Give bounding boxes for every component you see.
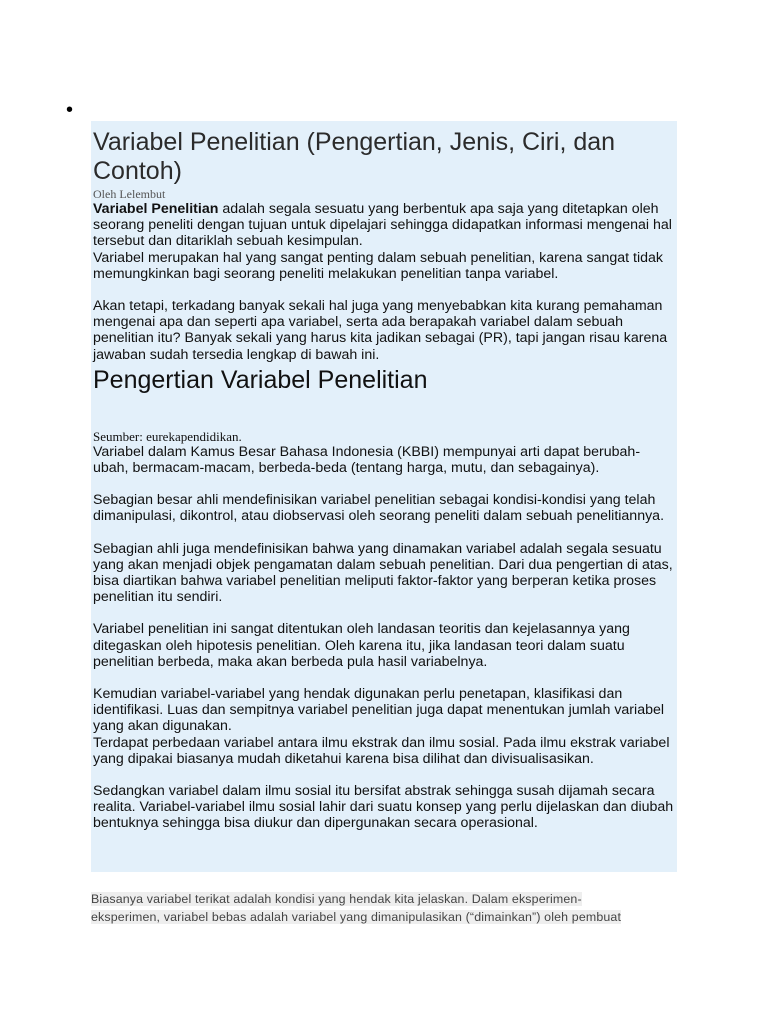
footer-excerpt — [91, 890, 681, 926]
section-heading: Pengertian Variabel Penelitian — [93, 365, 428, 394]
image-source-caption: Seumber: eurekapendidikan. — [93, 428, 242, 444]
footer-line-2: eksperimen, variabel bebas adalah variabel yang dimanipulasikan (“dimainkan”) oleh pembuat — [91, 910, 622, 924]
importance-paragraph: Variabel merupakan hal yang sangat penting dalam sebuah penelitian, karena sangat tidak memungkinkan bagi seorang peneliti melakukan penelitian tanpa variabel. — [93, 249, 663, 282]
intro-term: Variabel Penelitian — [93, 201, 219, 217]
experts-paragraph-2: Sebagian ahli juga mendefinisikan bahwa yang dinamakan variabel adalah segala sesuatu yang akan menjadi objek pengamatan dalam sebuah penelitian. Dari dua pengertian di atas, bisa diartikan bahwa variabel penelitian meliputi faktor-faktor yang berperan ketika proses penelitian itu sendiri. — [93, 540, 673, 606]
difference-paragraph: Terdapat perbedaan variabel antara ilmu ekstrak dan ilmu sosial. Pada ilmu ekstrak variabel yang dipakai biasanya mudah diketahui karena bisa dilihat dan divisualisasikan. — [93, 734, 670, 767]
intro-paragraph — [93, 201, 675, 250]
theory-paragraph: Variabel penelitian ini sangat ditentukan oleh landasan teoritis dan kejelasannya yang ditegaskan oleh hipotesis penelitian. Oleh karena itu, jika landasan teori dalam suatu penelitian berbeda, maka akan berbeda pula hasil variabelnya. — [93, 621, 630, 670]
social-science-paragraph: Sedangkan variabel dalam ilmu sosial itu bersifat abstrak sehingga susah dijamah secara realita. Variabel-variabel ilmu sosial lahir dari suatu konsep yang perlu dijelaskan dan diubah bentuknya sehingga bisa diukur dan dipergunakan secara operasional. — [93, 783, 674, 832]
kbbi-paragraph: Variabel dalam Kamus Besar Bahasa Indonesia (KBBI) mempunyai arti dapat berubah-ubah, bermacam-macam, berbeda-beda (tentang harga, mutu, dan sebagainya). — [93, 443, 641, 477]
experts-paragraph-1: Sebagian besar ahli mendefinisikan variabel penelitian sebagai kondisi-kondisi yang telah dimanipulasi, dikontrol, atau diobservasi oleh seorang peneliti dalam sebuah penelitiannya. — [93, 492, 665, 525]
article-title: Variabel Penelitian (Pengertian, Jenis, Ciri, dan Contoh) — [93, 128, 616, 185]
article-byline: Oleh Lelembut — [93, 187, 166, 201]
footer-line-1: Biasanya variabel terikat adalah kondisi yang hendak kita jelaskan. Dalam eksperimen- — [91, 892, 582, 906]
question-paragraph: Akan tetapi, terkadang banyak sekali hal juga yang menyebabkan kita kurang pemahaman mengenai apa dan seperti apa variabel, serta ada berapakah variabel dalam sebuah penelitian itu? Banyak sekali yang harus kita jadikan sebagai (PR), tapi jangan risau karena jawaban sudah tersedia lengkap di bawah ini. — [93, 298, 668, 363]
list-bullet: • — [66, 99, 74, 121]
article-content — [93, 128, 675, 832]
intro-definition: adalah segala sesuatu yang berbentuk apa saja yang ditetapkan oleh seorang peneliti dengan tujuan untuk dipelajari sehingga didapatkan informasi mengenai hal tersebut dan ditariklah sebuah kesimpulan. — [93, 201, 672, 250]
classification-paragraph: Kemudian variabel-variabel yang hendak digunakan perlu penetapan, klasifikasi dan identifikasi. Luas dan sempitnya variabel penelitian juga dapat menentukan jumlah variabel yang akan digunakan. — [93, 686, 665, 735]
